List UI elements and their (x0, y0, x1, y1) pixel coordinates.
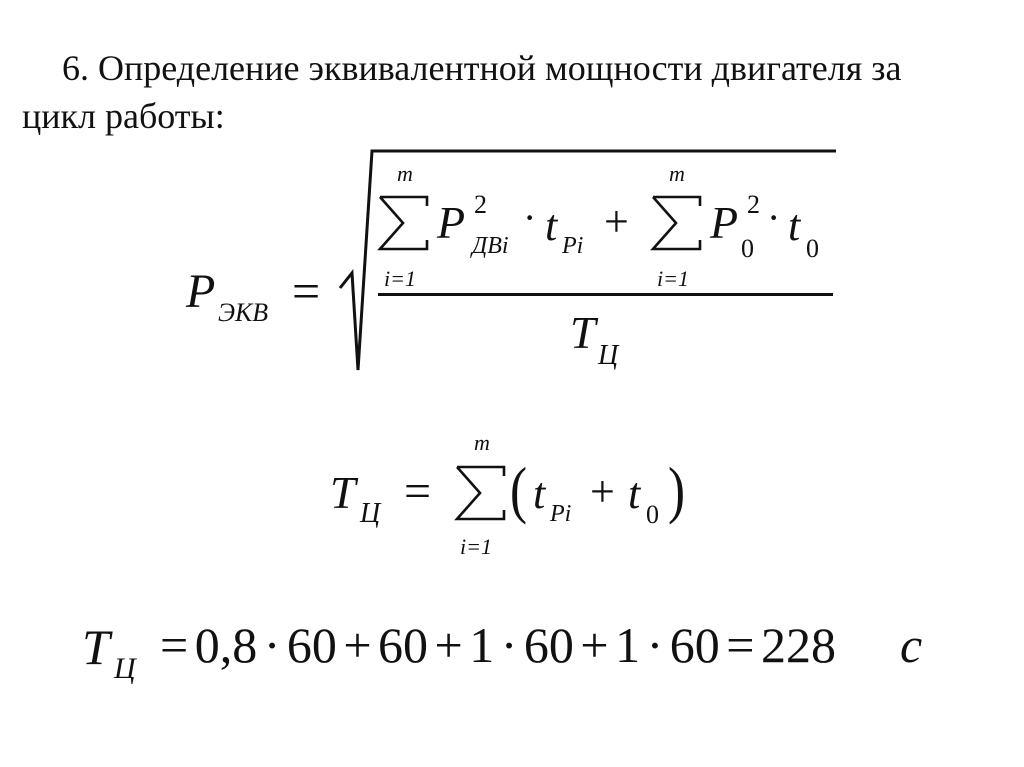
denominator-t-symbol: T (570, 307, 596, 358)
term2-p-symbol: P (710, 197, 739, 248)
sum-1-upper-limit: m (397, 161, 413, 186)
summation-3-icon (454, 464, 506, 522)
term1-t-subscript: Pi (562, 233, 584, 259)
p-ekv-subscript: ЭКВ (218, 298, 269, 327)
t-cycle-subscript: Ц (360, 498, 381, 529)
unit-seconds: c (900, 617, 923, 673)
sum-3-lower-limit: i=1 (460, 534, 492, 559)
term1-t-symbol: t (545, 201, 558, 250)
equals-sign-2: = (404, 465, 432, 518)
heading-line-1: 6. Определение эквивалентной мощности двигателя за (62, 48, 902, 88)
t-pi-subscript: Pi (550, 501, 572, 527)
term1-p-superscript: 2 (474, 190, 487, 219)
t-cycle-symbol-calc: T (82, 619, 110, 675)
equals-sign: = (292, 263, 321, 319)
t-0-symbol: t (628, 469, 641, 518)
summation-2-icon (650, 194, 702, 252)
term2-t-symbol: t (788, 201, 801, 250)
calculation-expression: = 0,8 · 60 + 60 + 1 · 60 + 1 · 60 = 228 (160, 617, 836, 673)
sum-2-lower-limit: i=1 (657, 266, 689, 291)
summation-1-icon (377, 194, 429, 252)
p-ekv-symbol: P (186, 265, 216, 318)
sum-3-upper-limit: m (474, 430, 490, 455)
term2-dot: · (767, 195, 781, 240)
close-parenthesis: ) (668, 454, 686, 525)
plus-sign-2: + (590, 467, 615, 516)
sum-1-lower-limit: i=1 (384, 266, 416, 291)
term1-p-subscript: ДВi (472, 233, 509, 259)
t-cycle-symbol: T (330, 467, 356, 518)
heading-line-2: цикл работы: (22, 96, 225, 136)
open-parenthesis: ( (510, 454, 528, 525)
denominator-subscript: Ц (598, 340, 619, 371)
term1-p-symbol: P (437, 197, 466, 248)
term1-dot: · (523, 195, 537, 240)
term2-p-subscript: 0 (741, 234, 754, 263)
t-0-subscript: 0 (646, 500, 659, 529)
term2-t-subscript: 0 (806, 234, 819, 263)
sum-2-upper-limit: m (669, 161, 685, 186)
term2-p-superscript: 2 (747, 190, 760, 219)
t-cycle-subscript-calc: Ц (114, 652, 136, 685)
plus-sign: + (604, 197, 629, 246)
t-pi-symbol: t (533, 469, 546, 518)
fraction-bar (378, 293, 833, 296)
